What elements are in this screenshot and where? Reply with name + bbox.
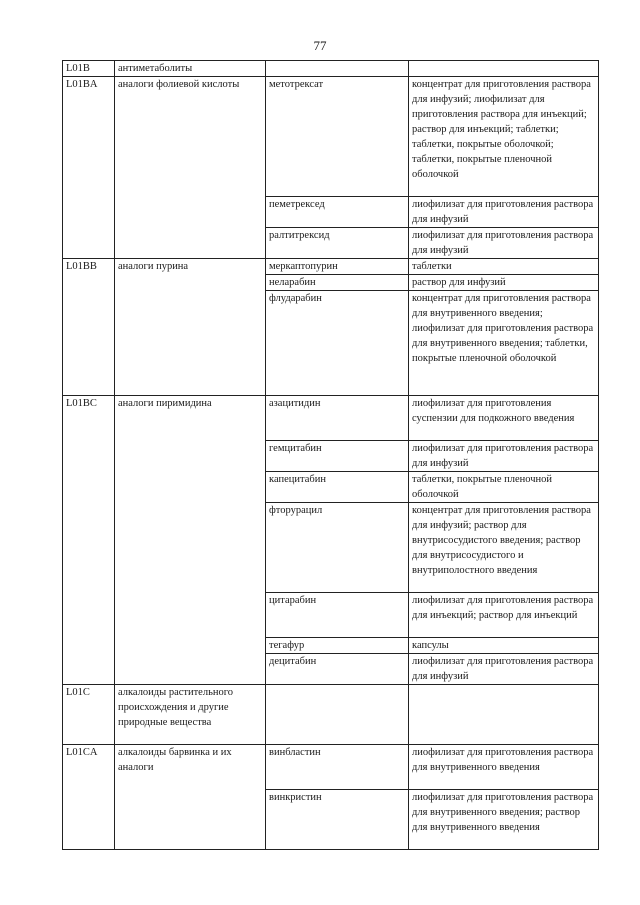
atc-code: L01B xyxy=(63,61,115,77)
atc-group: аналоги фолиевой кислоты xyxy=(115,77,266,259)
atc-table-body xyxy=(63,61,599,850)
atc-group: аналоги пиримидина xyxy=(115,396,266,685)
atc-code: L01BC xyxy=(63,396,115,685)
dosage-form: лиофилизат для приготовления суспензии для подкожного введения xyxy=(409,396,599,441)
drug-name: гемцитабин xyxy=(266,441,409,472)
drug-name: децитабин xyxy=(266,654,409,685)
dosage-form: лиофилизат для приготовления раствора для внутривенного введения; раствор для внутривенного введения xyxy=(409,790,599,850)
table-row xyxy=(63,77,599,197)
dosage-form-empty xyxy=(409,61,599,77)
drug-name-empty xyxy=(266,61,409,77)
drug-name: пеметрексед xyxy=(266,197,409,228)
dosage-form: лиофилизат для приготовления раствора для внутривенного введения xyxy=(409,745,599,790)
drug-name: капецитабин xyxy=(266,472,409,503)
table-row xyxy=(63,396,599,441)
atc-group: алкалоиды барвинка и их аналоги xyxy=(115,745,266,850)
drug-name: азацитидин xyxy=(266,396,409,441)
drug-name: фторурацил xyxy=(266,503,409,593)
drug-name: цитарабин xyxy=(266,593,409,638)
dosage-form: концентрат для приготовления раствора для инфузий; раствор для внутрисосудистого введения; раствор для внутрисосудистого и внутриполостного введения xyxy=(409,503,599,593)
dosage-form: таблетки xyxy=(409,259,599,275)
dosage-form: капсулы xyxy=(409,638,599,654)
atc-group: алкалоиды растительного происхождения и другие природные вещества xyxy=(115,685,266,745)
dosage-form: лиофилизат для приготовления раствора для инфузий xyxy=(409,441,599,472)
drug-name: неларабин xyxy=(266,275,409,291)
dosage-form: концентрат для приготовления раствора для внутривенного введения; лиофилизат для приготовления раствора для внутривенного введения; таблетки, покрытые пленочной оболочкой xyxy=(409,291,599,396)
drug-name: меркаптопурин xyxy=(266,259,409,275)
dosage-form: концентрат для приготовления раствора для инфузий; лиофилизат для приготовления раствора для инъекций; раствор для инъекций; таблетки; таблетки, покрытые оболочкой; таблетки, покрытые пленочной оболочкой xyxy=(409,77,599,197)
drug-name: винбластин xyxy=(266,745,409,790)
table-row xyxy=(63,685,599,745)
drug-name-empty xyxy=(266,685,409,745)
drug-name: флударабин xyxy=(266,291,409,396)
dosage-form: лиофилизат для приготовления раствора для инфузий xyxy=(409,228,599,259)
drug-name: ралтитрексид xyxy=(266,228,409,259)
drug-name: тегафур xyxy=(266,638,409,654)
atc-group: аналоги пурина xyxy=(115,259,266,396)
table-row xyxy=(63,259,599,275)
atc-table xyxy=(62,60,599,850)
atc-code: L01CA xyxy=(63,745,115,850)
dosage-form: лиофилизат для приготовления раствора для инъекций; раствор для инъекций xyxy=(409,593,599,638)
atc-code: L01BA xyxy=(63,77,115,259)
table-row xyxy=(63,61,599,77)
dosage-form: лиофилизат для приготовления раствора для инфузий xyxy=(409,197,599,228)
dosage-form: таблетки, покрытые пленочной оболочкой xyxy=(409,472,599,503)
drug-name: винкристин xyxy=(266,790,409,850)
page-number: 77 xyxy=(313,38,327,53)
dosage-form: лиофилизат для приготовления раствора для инфузий xyxy=(409,654,599,685)
atc-code: L01BB xyxy=(63,259,115,396)
atc-group: антиметаболиты xyxy=(115,61,266,77)
drug-name: метотрексат xyxy=(266,77,409,197)
dosage-form-empty xyxy=(409,685,599,745)
atc-code: L01C xyxy=(63,685,115,745)
table-row xyxy=(63,745,599,790)
dosage-form: раствор для инфузий xyxy=(409,275,599,291)
